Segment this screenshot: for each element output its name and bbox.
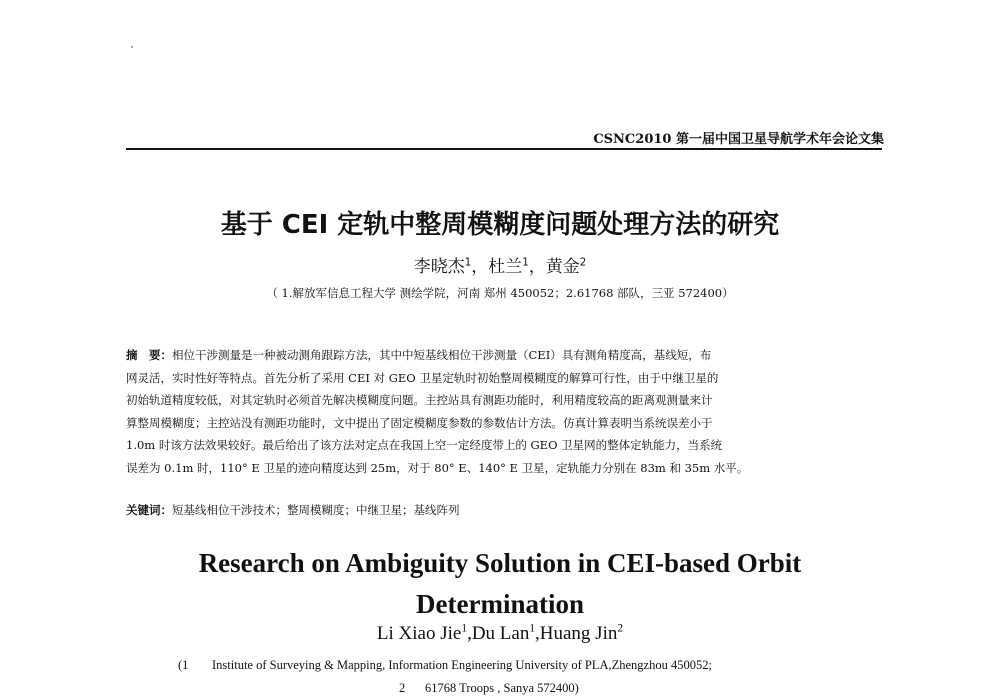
en-author-separator: , [467,623,472,644]
keywords-label: 关键词： [126,503,172,517]
cn-author-separator: ， [528,257,546,277]
affiliation-text: 61768 Troops , Sanya 572400) [425,681,579,695]
chinese-abstract [126,344,882,480]
cn-author-separator: ， [471,257,489,277]
abstract-line: 1.0m 时该方法效果较好。最后给出了该方法对定点在我国上空一定经度带上的 GEO 卫星网的整体定轨能力，当系统 [126,438,723,453]
cn-author-affil-mark: 2 [579,257,587,269]
affiliation-text: Institute of Surveying & Mapping, Information Engineering University of PLA,Zhengzhou 450052; [212,658,712,672]
english-title-line: Determination [416,589,584,619]
en-author-affil-mark: 1 [461,622,468,635]
chinese-title: 基于 CEI 定轨中整周模糊度问题处理方法的研究 [220,210,780,240]
english-authors [0,623,1000,645]
affiliation-number: (1 [178,658,189,672]
chinese-affiliation: （ 1.解放军信息工程大学 测绘学院，河南 郑州 450052；2.61768 部队，三亚 572400） [266,286,734,300]
abstract-line: 初始轨道精度较低，对其定轨时必须首先解决模糊度问题。主控站具有测距功能时，利用精度较高的距离观测量来计 [126,393,713,408]
en-author-affil-mark: 1 [529,622,536,635]
chinese-authors [0,252,1000,277]
english-affiliation-2 [399,681,579,696]
en-author-separator: , [535,623,540,644]
abstract-line: 误差为 0.1m 时，110° E 卫星的迹向精度达到 25m，对于 80° E、140° E 卫星，定轨能力分别在 83m 和 35m 水平。 [126,460,749,475]
header-rule [126,148,882,150]
affiliation-number: 2 [399,681,406,695]
english-title [0,543,1000,625]
keywords-text: 短基线相位干涉技术；整周模糊度；中继卫星；基线阵列 [172,503,460,517]
abstract-line: 算整周模糊度；主控站没有测距功能时，文中提出了固定模糊度参数的参数估计方法。仿真计算表明当系统误差小于 [126,415,713,430]
en-author-name: Huang Jin [539,623,618,644]
cn-author-affil-mark: 1 [464,257,472,269]
abstract-line: 网灵活，实时性好等特点。首先分析了采用 CEI 对 GEO 卫星定轨时初始整周模糊度的解算可行性，由于中继卫星的 [126,370,719,385]
en-author-name: Li Xiao Jie [376,623,462,644]
english-title-line: Research on Ambiguity Solution in CEI-based Orbit [198,548,802,578]
abstract-text: 相位干涉测量是一种被动测角跟踪方法，其中中短基线相位干涉测量（CEI）具有测角精度高，基线短，布 [172,348,712,362]
running-header: CSNC2010 第一届中国卫星导航学术年会论文集 [593,132,884,147]
chinese-keywords [126,502,882,518]
cn-author-name: 黄金 [545,257,580,277]
scan-speck [131,46,133,48]
cn-author-affil-mark: 1 [522,257,529,269]
english-affiliation-1 [178,658,712,673]
cn-author-name: 李晓杰 [413,257,465,277]
en-author-affil-mark: 2 [617,622,624,635]
abstract-label: 摘 要： [126,348,172,362]
cn-author-name: 杜兰 [488,257,523,277]
en-author-name: Du Lan [471,623,530,644]
abstract-line [126,344,882,367]
